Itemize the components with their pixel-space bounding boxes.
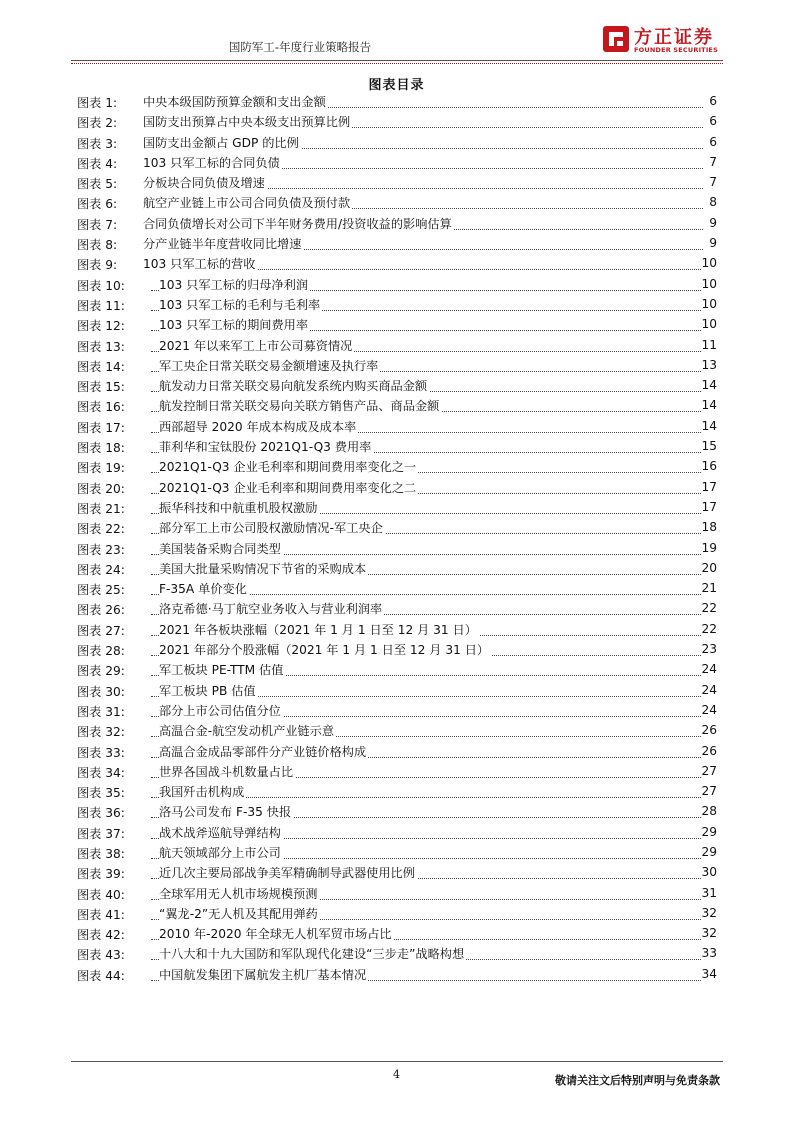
toc-entry[interactable] [71, 740, 723, 760]
toc-entry[interactable] [71, 821, 723, 841]
toc-entry[interactable] [71, 151, 723, 171]
toc-entry-label: 图表 33: [77, 745, 125, 760]
toc-entry-page[interactable]: 13 [701, 357, 717, 372]
toc-entry-label: 图表 15: [77, 380, 125, 395]
toc-entry-page[interactable]: 22 [701, 601, 717, 616]
toc-entry-title[interactable]: 103 只军工标的合同负债 [143, 155, 280, 170]
toc-entry-page[interactable]: 24 [701, 682, 717, 697]
toc-entry-page[interactable]: 23 [701, 642, 717, 657]
toc-entry-title[interactable]: 103 只军工标的营收 [143, 257, 256, 272]
toc-entry-title[interactable]: 中央本级国防预算金额和支出金额 [143, 95, 326, 109]
toc-entry-title[interactable]: 美国大批量采购情况下节省的采购成本 [159, 561, 367, 576]
toc-entry-label: 图表 26: [77, 603, 125, 618]
toc-entry-label: 图表 1: [77, 96, 118, 110]
page-number: 4 [393, 1068, 400, 1081]
toc-entry[interactable] [71, 719, 723, 739]
toc-entry[interactable] [71, 394, 723, 414]
toc-entry-label: 图表 21: [77, 501, 125, 516]
toc-entry-page[interactable]: 7 [709, 154, 717, 169]
toc-entry-title[interactable]: 航空产业链上市公司合同负债及预付款 [143, 196, 351, 211]
toc-entry-page[interactable]: 20 [701, 560, 717, 575]
toc-entry-title[interactable]: 分板块合同负债及增速 [143, 176, 265, 191]
toc-entry-label: 图表 30: [77, 684, 125, 699]
toc-entry-page[interactable]: 24 [701, 662, 717, 677]
toc-entry-label: 图表 28: [77, 644, 125, 659]
toc-entry-page[interactable]: 15 [701, 439, 717, 454]
toc-entry[interactable] [71, 537, 723, 557]
toc-entry-label: 图表 32: [77, 725, 125, 740]
toc-entry-page[interactable]: 9 [709, 215, 717, 230]
toc-entry-label: 图表 37: [77, 826, 125, 841]
toc-entry-label: 图表 6: [77, 197, 118, 212]
toc-list [71, 90, 723, 983]
disclaimer-note: 敬请关注文后特别声明与免责条款 [555, 1074, 720, 1087]
toc-entry-page[interactable]: 16 [701, 459, 717, 474]
toc-entry-title[interactable]: 高温合金-航空发动机产业链示意 [159, 724, 335, 739]
toc-entry-title[interactable]: 振华科技和中航重机股权激励 [159, 500, 318, 515]
toc-entry-title[interactable]: 美国装备采购合同类型 [159, 541, 281, 556]
toc-entry-page[interactable]: 29 [701, 824, 717, 839]
toc-entry-title[interactable]: 西部超导 2020 年成本构成及成本率 [159, 419, 357, 434]
toc-entry-page[interactable]: 22 [701, 621, 717, 636]
toc-entry-label: 图表 16: [77, 400, 125, 415]
toc-entry-page[interactable]: 21 [701, 581, 717, 596]
toc-entry-title[interactable]: 军工板块 PB 估值 [159, 683, 256, 698]
logo-chinese-name: 方正证券 [634, 27, 714, 48]
toc-entry[interactable] [71, 942, 723, 962]
toc-entry-label: 图表 35: [77, 786, 125, 801]
toc-entry[interactable] [71, 638, 723, 658]
toc-entry-title[interactable]: 国防支出预算占中央本级支出预算比例 [143, 115, 351, 130]
toc-entry-page[interactable]: 10 [701, 296, 717, 311]
toc-entry[interactable] [71, 374, 723, 394]
toc-entry[interactable] [71, 191, 723, 211]
toc-entry-label: 图表 11: [77, 298, 125, 313]
toc-entry[interactable] [71, 861, 723, 881]
toc-entry-label: 图表 12: [77, 319, 125, 334]
toc-entry[interactable] [71, 902, 723, 922]
toc-entry-title[interactable]: 103 只军工标的期间费用率 [159, 318, 309, 333]
toc-entry-page[interactable]: 27 [701, 784, 717, 799]
toc-entry-page[interactable]: 7 [709, 175, 717, 190]
toc-entry-page[interactable]: 6 [709, 94, 717, 108]
toc-entry-title[interactable]: 世界各国战斗机数量占比 [159, 764, 294, 779]
toc-entry-title[interactable]: 航天领域部分上市公司 [159, 845, 281, 860]
toc-entry-title[interactable]: 军工央企日常关联交易金额增速及执行率 [159, 358, 379, 373]
toc-entry[interactable] [71, 679, 723, 699]
toc-entry-title[interactable]: 2010 年-2020 年全球无人机军贸市场占比 [159, 927, 392, 942]
toc-entry-label: 图表 24: [77, 562, 125, 577]
toc-entry-label: 图表 10: [77, 278, 125, 293]
toc-entry-page[interactable]: 14 [701, 398, 717, 413]
toc-entry-label: 图表 19: [77, 461, 125, 476]
toc-entry-label: 图表 5: [77, 177, 118, 192]
toc-title: 图表目录 [368, 78, 425, 93]
toc-entry-title[interactable]: 2021 年各板块涨幅（2021 年 1 月 1 日至 12 月 31 日） [159, 622, 477, 637]
toc-entry[interactable] [71, 435, 723, 455]
toc-entry-label: 图表 13: [77, 339, 125, 354]
toc-entry-title[interactable]: 2021 年以来军工上市公司募资情况 [159, 338, 353, 353]
toc-entry-title[interactable]: 部分军工上市公司股权激励情况-军工央企 [159, 521, 383, 536]
toc-entry[interactable] [71, 313, 723, 333]
toc-entry-label: 图表 23: [77, 542, 125, 557]
toc-entry-title[interactable]: 国防支出金额占 GDP 的比例 [143, 135, 299, 150]
toc-entry-page[interactable]: 10 [701, 276, 717, 291]
toc-entry[interactable] [71, 212, 723, 232]
toc-entry-title[interactable]: 菲利华和宝钛股份 2021Q1-Q3 费用率 [159, 440, 372, 455]
toc-entry-title[interactable]: 中国航发集团下属航发主机厂基本情况 [159, 967, 367, 982]
toc-entry-title[interactable]: 我国歼击机构成 [159, 785, 245, 800]
toc-entry-page[interactable]: 18 [701, 520, 717, 535]
toc-entry-page[interactable]: 34 [701, 966, 717, 981]
toc-entry-page[interactable]: 32 [701, 905, 717, 920]
toc-entry-page[interactable]: 10 [701, 256, 717, 271]
toc-entry-title[interactable]: 2021 年部分个股涨幅（2021 年 1 月 1 日至 12 月 31 日） [159, 643, 490, 658]
toc-entry-page[interactable]: 17 [701, 479, 717, 494]
toc-entry-title[interactable]: 全球军用无人机市场规模预测 [159, 886, 318, 901]
toc-entry-page[interactable]: 9 [709, 236, 717, 251]
toc-entry-page[interactable]: 8 [709, 195, 717, 210]
toc-entry[interactable] [71, 232, 723, 252]
toc-entry[interactable] [71, 110, 723, 130]
report-header-title: 国防军工-年度行业策略报告 [228, 40, 372, 54]
founder-securities-logo [601, 22, 731, 60]
toc-entry[interactable] [71, 618, 723, 638]
toc-entry[interactable] [71, 800, 723, 820]
toc-entry-label: 图表 42: [77, 928, 125, 943]
toc-entry[interactable] [71, 516, 723, 536]
toc-entry-title[interactable]: 2021Q1-Q3 企业毛利率和期间费用率变化之二 [159, 480, 417, 495]
toc-entry-label: 图表 40: [77, 887, 125, 902]
toc-entry-title[interactable]: 军工板块 PE-TTM 估值 [159, 663, 284, 678]
toc-entry-label: 图表 31: [77, 704, 125, 719]
toc-entry-page[interactable]: 19 [701, 540, 717, 555]
toc-entry-title[interactable]: 分产业链半年度营收同比增速 [143, 237, 302, 252]
toc-entry-title[interactable]: 高温合金成品零部件分产业链价格构成 [159, 744, 367, 759]
toc-entry-page[interactable]: 10 [701, 317, 717, 332]
toc-entry-page[interactable]: 24 [701, 702, 717, 717]
toc-entry[interactable] [71, 577, 723, 597]
toc-entry-title[interactable]: 103 只军工标的归母净利润 [159, 277, 309, 292]
toc-entry[interactable] [71, 780, 723, 800]
toc-entry[interactable] [71, 273, 723, 293]
toc-entry[interactable] [71, 496, 723, 516]
toc-entry[interactable] [71, 252, 723, 272]
toc-entry-page[interactable]: 26 [701, 723, 717, 738]
toc-entry-page[interactable]: 33 [701, 946, 717, 961]
toc-entry-title[interactable]: 航发控制日常关联交易向关联方销售产品、商品金额 [159, 399, 440, 414]
toc-entry-title[interactable]: 合同负债增长对公司下半年财务费用/投资收益的影响估算 [143, 216, 452, 231]
toc-entry-title[interactable]: “翼龙-2”无人机及其配用弹药 [159, 906, 318, 921]
toc-entry-title[interactable]: 近几次主要局部战争美军精确制导武器使用比例 [159, 866, 415, 881]
toc-entry[interactable] [71, 760, 723, 780]
toc-entry-page[interactable]: 6 [709, 114, 717, 129]
toc-entry[interactable] [71, 557, 723, 577]
toc-entry-label: 图表 20: [77, 481, 125, 496]
header-accent-rule [71, 63, 723, 64]
toc-entry[interactable] [71, 131, 723, 151]
toc-entry-label: 图表 8: [77, 238, 118, 253]
toc-entry[interactable] [71, 963, 723, 983]
toc-entry-page[interactable]: 14 [701, 378, 717, 393]
founder-logo-icon [601, 24, 631, 54]
toc-entry[interactable] [71, 699, 723, 719]
toc-entry-label: 图表 4: [77, 156, 118, 171]
toc-entry[interactable] [71, 882, 723, 902]
toc-entry-title[interactable]: 103 只军工标的毛利与毛利率 [159, 297, 321, 312]
toc-entry-title[interactable]: 部分上市公司估值分位 [159, 703, 281, 718]
toc-entry[interactable] [71, 171, 723, 191]
toc-entry-label: 图表 25: [77, 583, 125, 598]
toc-entry[interactable] [71, 476, 723, 496]
toc-entry-title[interactable]: 2021Q1-Q3 企业毛利率和期间费用率变化之一 [159, 460, 417, 475]
toc-entry-label: 图表 41: [77, 907, 125, 922]
toc-entry-title[interactable]: 洛马公司发布 F-35 快报 [159, 805, 292, 820]
toc-entry-label: 图表 36: [77, 806, 125, 821]
toc-entry-page[interactable]: 30 [701, 865, 717, 880]
toc-entry-label: 图表 14: [77, 359, 125, 374]
footer-rule [71, 1061, 723, 1062]
toc-entry-label: 图表 2: [77, 116, 118, 131]
toc-entry-label: 图表 44: [77, 968, 125, 983]
toc-entry-page[interactable]: 28 [701, 804, 717, 819]
toc-entry[interactable] [71, 293, 723, 313]
toc-entry-title[interactable]: 十八大和十九大国防和军队现代化建设“三步走”战略构想 [159, 947, 465, 962]
toc-entry-label: 图表 29: [77, 664, 125, 679]
toc-entry[interactable] [71, 658, 723, 678]
toc-entry-page[interactable]: 29 [701, 844, 717, 859]
toc-entry[interactable] [71, 455, 723, 475]
toc-entry-label: 图表 39: [77, 867, 125, 882]
toc-entry-page[interactable]: 11 [701, 337, 717, 352]
toc-entry-label: 图表 7: [77, 217, 118, 232]
toc-entry[interactable] [71, 841, 723, 861]
toc-entry-title[interactable]: 洛克希德·马丁航空业务收入与营业利润率 [159, 602, 383, 617]
toc-entry[interactable] [71, 334, 723, 354]
toc-entry[interactable] [71, 597, 723, 617]
toc-entry-label: 图表 43: [77, 948, 125, 963]
toc-entry-title[interactable]: 航发动力日常关联交易向航发系统内购买商品金额 [159, 379, 428, 394]
toc-entry[interactable] [71, 90, 723, 110]
toc-entry[interactable] [71, 922, 723, 942]
toc-entry-label: 图表 3: [77, 136, 118, 151]
logo-english-name: FOUNDER SECURITIES [634, 46, 718, 54]
toc-entry-title[interactable]: F-35A 单价变化 [159, 582, 247, 597]
toc-entry[interactable] [71, 354, 723, 374]
toc-entry-page[interactable]: 32 [701, 926, 717, 941]
toc-entry-page[interactable]: 26 [701, 743, 717, 758]
toc-entry-label: 图表 27: [77, 623, 125, 638]
toc-entry-page[interactable]: 31 [701, 885, 717, 900]
toc-entry-label: 图表 22: [77, 522, 125, 537]
toc-entry-label: 图表 18: [77, 441, 125, 456]
toc-entry-label: 图表 38: [77, 846, 125, 861]
toc-entry-label: 图表 34: [77, 765, 125, 780]
toc-entry-page[interactable]: 27 [701, 763, 717, 778]
toc-entry-label: 图表 17: [77, 420, 125, 435]
toc-entry-page[interactable]: 14 [701, 418, 717, 433]
header-rule [71, 60, 723, 61]
toc-entry-page[interactable]: 17 [701, 499, 717, 514]
toc-entry-label: 图表 9: [77, 258, 118, 273]
toc-entry-page[interactable]: 6 [709, 134, 717, 149]
toc-entry[interactable] [71, 415, 723, 435]
toc-entry-title[interactable]: 战术战斧巡航导弹结构 [159, 825, 281, 840]
